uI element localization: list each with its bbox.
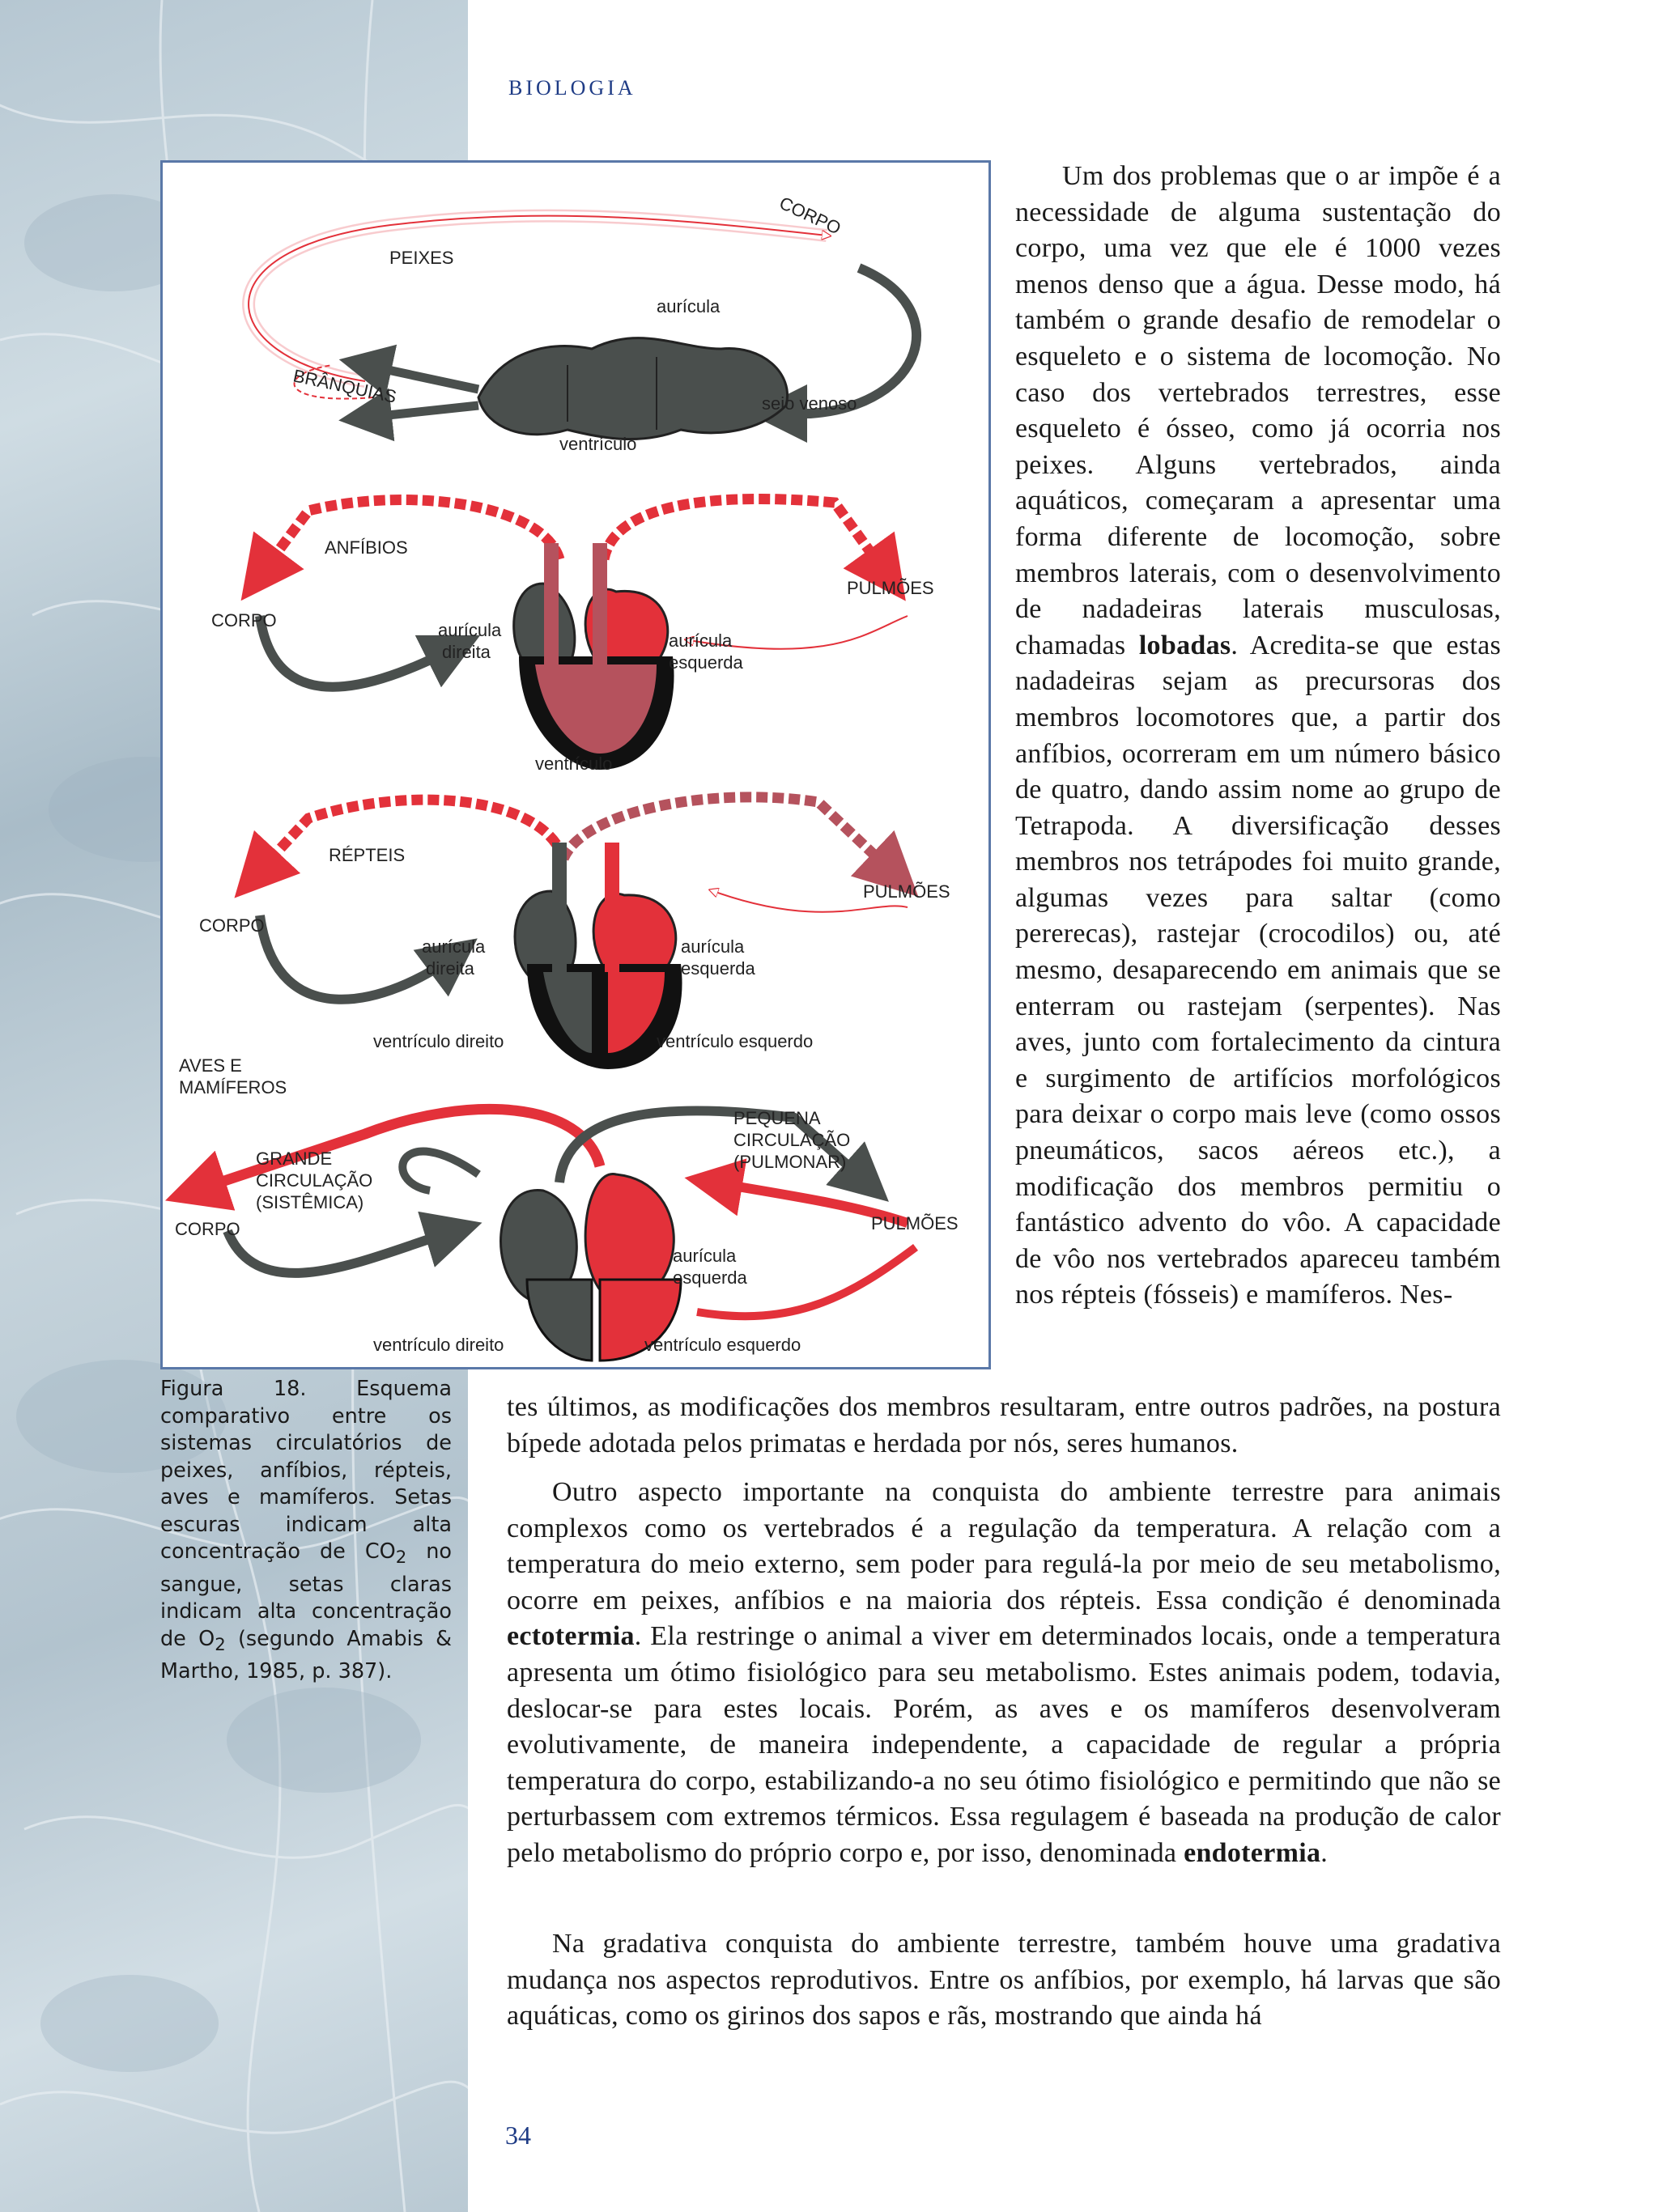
- label-auricula-esquerda-amph-1: aurícula: [669, 630, 733, 651]
- label-auricula-direita-amph-2: direita: [442, 642, 491, 662]
- label-auricula-esquerda-rept-2: esquerda: [681, 958, 755, 979]
- label-anfibios: ANFÍBIOS: [325, 537, 408, 558]
- label-ventriculo-direito-rept: ventrículo direito: [373, 1031, 504, 1051]
- p1-text-b: . Acredita-se que estas nadadeiras sejam as precursoras dos membros locomotores que, a partir dos anfíbios, ocorreram em um número básico de quatro, dando assim nome ao grupo de Tetrapoda. A diversificação desses membros nos tetrápodes foi muito grande, algumas vezes para saltar (como pererecas), rastejar (crocodilos) ou, até mesmo, desaparecendo em animais que se enterram ou rastejam (serpentes). Nas aves, junto com fortalecimento da cintura e surgimento de artifícios morfológicos para deixar o corpo mais leve (como ossos pneumáticos, sacos aéreos etc.), a modificação dos membros permitiu o fantástico advento do vôo. A capacidade de vôo nos vertebrados apareceu também nos répteis (fósseis) e mamíferos. Nes-: [1015, 630, 1501, 1310]
- amphibian-circulation: [211, 499, 934, 774]
- label-pulmoes-rept: PULMÕES: [863, 881, 950, 902]
- label-seio-venoso: seio venoso: [762, 393, 857, 414]
- circulatory-diagram-figure: [160, 160, 991, 1369]
- label-grande-1: GRANDE: [256, 1148, 333, 1169]
- caption-sub-co2: 2: [395, 1548, 407, 1569]
- label-corpo-amph: CORPO: [211, 610, 277, 630]
- label-grande-3: (SISTÊMICA): [256, 1192, 364, 1212]
- caption-part1: Figura 18. Esquema comparativo entre os sistemas circulatórios de peixes, anfíbios, répteis, aves e mamíferos. Setas escuras indicam alta concentração de CO: [160, 1377, 452, 1564]
- label-auricula-esquerda-rept-1: aurícula: [681, 936, 745, 957]
- label-auricula-fish: aurícula: [657, 296, 721, 316]
- label-pequena-1: PEQUENA: [733, 1108, 821, 1128]
- p2-text-b: . Ela restringe o animal a viver em determinados locais, onde a temperatura apresenta um ótimo fisiológico para seu metabolismo. Estes animais podem, todavia, deslocar-se para estes locais. Porém, as aves e os mamíferos desenvolveram evolutivamente, de maneira independente, a capacidade de regular a própria temperatura do corpo, estabilizando-a no seu ótimo fisiológico e permitindo que não se perturbassem com extremos térmicos. Essa regulagem é baseada na produção de calor pelo metabolismo do próprio corpo e, por isso, denominada: [507, 1621, 1501, 1868]
- label-aves-1: AVES E: [179, 1055, 242, 1076]
- body-paragraph-1-continued: [507, 1390, 1501, 1462]
- label-ventriculo-esquerdo-birds: ventrículo esquerdo: [644, 1335, 801, 1355]
- p3-text: Na gradativa conquista do ambiente terrestre, também houve uma gradativa mudança nos aspectos reprodutivos. Entre os anfíbios, por exemplo, há larvas que são aquáticas, como os girinos dos sapos e rãs, mostrando que ainda há: [507, 1929, 1501, 2032]
- p2-text-a: Outro aspecto importante na conquista do ambiente terrestre para animais complexos como os vertebrados é a regulação da temperatura. A relação com a temperatura do meio externo, sem poder para regulá-la por meio de seu metabolismo, ocorre em peixes, anfíbios e na maioria dos répteis. Essa condição é denominada: [507, 1477, 1501, 1615]
- label-corpo-fish: CORPO: [776, 192, 844, 239]
- fish-circulation: [249, 193, 916, 454]
- p2-text-c: .: [1320, 1837, 1329, 1868]
- label-ventriculo-direito-birds: ventrículo direito: [373, 1335, 504, 1355]
- label-repteis: RÉPTEIS: [329, 845, 406, 865]
- caption-sub-o2: 2: [215, 1634, 226, 1655]
- caption-part2: no sangue, setas claras indicam alta concentração de O: [160, 1539, 452, 1651]
- circulatory-diagram: [163, 163, 988, 1367]
- label-ventriculo-fish: ventrículo: [559, 434, 637, 454]
- section-header: BIOLOGIA: [508, 76, 636, 100]
- label-auricula-direita-rept-1: aurícula: [422, 936, 486, 957]
- label-pulmoes-birds: PULMÕES: [871, 1213, 959, 1233]
- p1-text-a: Um dos problemas que o ar impõe é a necessidade de alguma sustentação do corpo, uma vez que ele é 1000 vezes menos denso que a água. Desse modo, há também o grande desafio de remodelar o esqueleto e o sistema de locomoção. No caso dos vertebrados terrestres, esse esqueleto é ósseo, como já ocorria nos peixes. Alguns vertebrados, ainda aquáticos, começaram a apresentar uma forma diferente de locomoção, sobre membros laterais, com o desenvolvimento de nadadeiras laterais musculosas, chamadas: [1015, 161, 1501, 660]
- label-corpo-rept: CORPO: [199, 915, 265, 936]
- label-corpo-birds: CORPO: [175, 1219, 240, 1239]
- term-endotermia: endotermia: [1184, 1837, 1321, 1868]
- label-pequena-3: (PULMONAR): [733, 1152, 847, 1172]
- label-auricula-esquerda-amph-2: esquerda: [669, 652, 743, 673]
- reptile-circulation: [199, 797, 950, 1069]
- label-grande-2: CIRCULAÇÃO: [256, 1170, 373, 1191]
- label-auricula-esquerda-birds-2: esquerda: [673, 1267, 747, 1288]
- figure-caption: [160, 1376, 452, 1686]
- bird-mammal-circulation: [175, 1055, 959, 1361]
- p1-text-c: tes últimos, as modificações dos membros resultaram, entre outros padrões, na postura bípede adotada pelos primatas e herdada por nós, seres humanos.: [507, 1392, 1501, 1458]
- term-lobadas: lobadas: [1138, 630, 1231, 660]
- label-pulmoes-amph: PULMÕES: [847, 578, 934, 598]
- label-auricula-direita-rept-2: direita: [426, 958, 474, 979]
- body-paragraph-3: [507, 1926, 1501, 2035]
- label-auricula-direita-amph-1: aurícula: [438, 620, 502, 640]
- label-pequena-2: CIRCULAÇÃO: [733, 1130, 851, 1150]
- body-paragraph-2: [507, 1475, 1501, 1872]
- caption-part3: (segundo Amabis & Martho, 1985, p. 387).: [160, 1626, 452, 1684]
- label-ventriculo-esquerdo-rept: ventrículo esquerdo: [657, 1031, 814, 1051]
- label-aves-2: MAMÍFEROS: [179, 1077, 287, 1098]
- label-auricula-esquerda-birds-1: aurícula: [673, 1246, 737, 1266]
- label-ventriculo-amph: ventrículo: [535, 754, 613, 774]
- label-branquias: BRÂNQUIAS: [291, 365, 398, 407]
- label-peixes: PEIXES: [389, 248, 454, 268]
- term-ectotermia: ectotermia: [507, 1621, 635, 1652]
- body-paragraph-1-right: [1015, 159, 1501, 1314]
- page-number: 34: [505, 2121, 531, 2150]
